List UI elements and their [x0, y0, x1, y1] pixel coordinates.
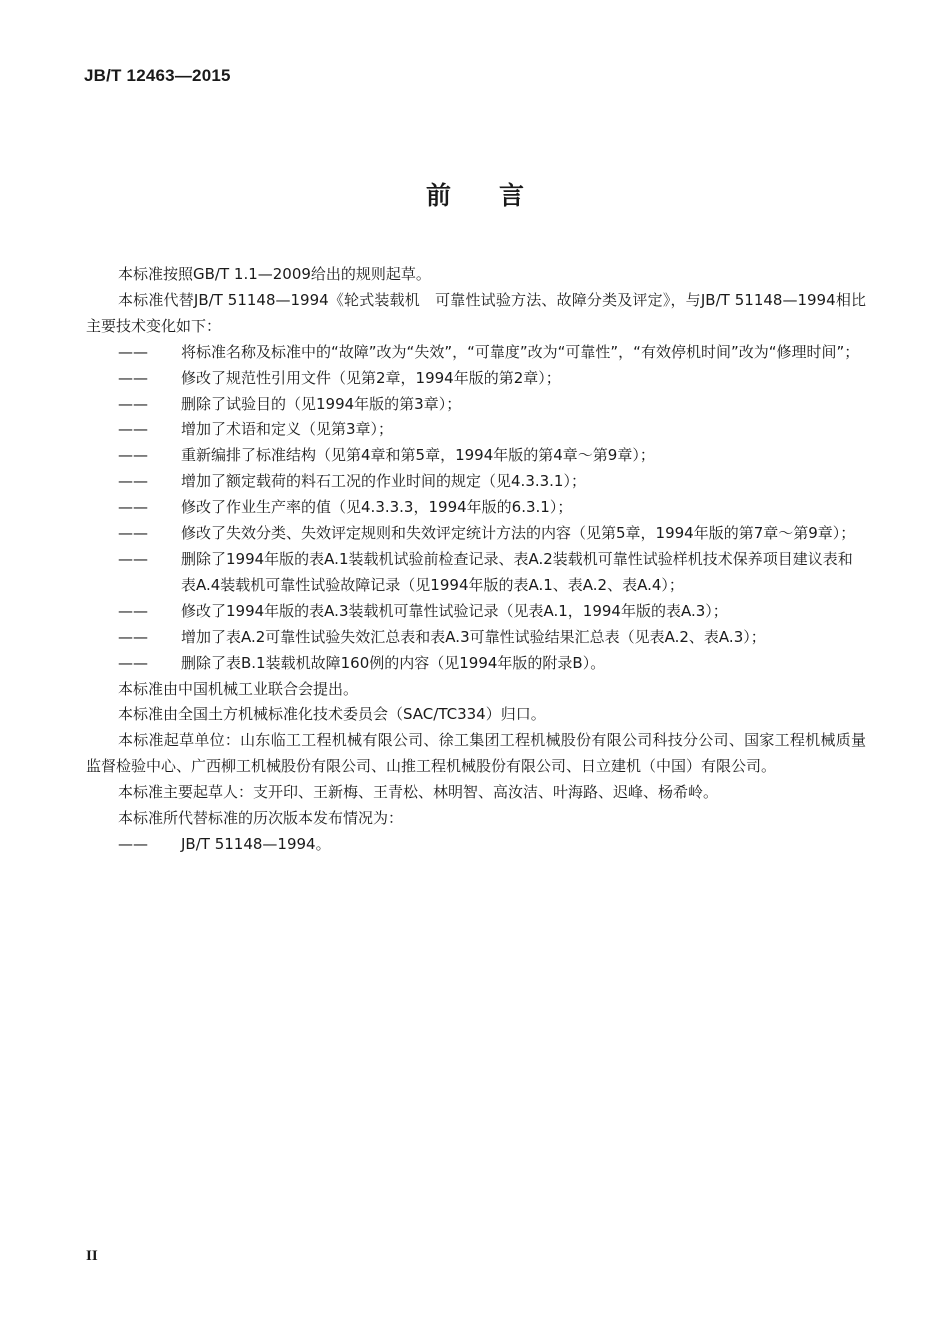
list-item-text: 增加了表A.2可靠性试验失效汇总表和表A.3可靠性试验结果汇总表（见表A.2、表A.3）；: [181, 627, 766, 646]
change-list-item: [118, 392, 866, 418]
change-list-item: [118, 495, 866, 521]
list-dash: ——: [118, 498, 148, 517]
list-item-text: 增加了额定载荷的料石工况的作业时间的规定（见4.3.3.1）；: [181, 472, 586, 491]
change-list-item: [118, 832, 866, 858]
list-item-text: 删除了表B.1装载机故障160例的内容（见1994年版的附录B）。: [181, 653, 606, 672]
list-item-text: 修改了规范性引用文件（见第2章，1994年版的第2章）；: [181, 368, 561, 387]
list-dash: ——: [118, 420, 148, 439]
list-item-text: 修改了作业生产率的值（见4.3.3.3，1994年版的6.3.1）；: [181, 498, 573, 517]
paragraph: 本标准起草单位：山东临工工程机械有限公司、徐工集团工程机械股份有限公司科技分公司、国家工程机械质量监督检验中心、广西柳工机械股份有限公司、山推工程机械股份有限公司、日立建机（中国）有限公司。: [86, 731, 866, 776]
change-list-item: [118, 469, 866, 495]
change-list-item: [118, 599, 866, 625]
list-item-text: 修改了失效分类、失效评定规则和失效评定统计方法的内容（见第5章，1994年版的第7章～第9章）；: [181, 524, 856, 543]
list-dash: ——: [118, 394, 148, 413]
title-char-1: 前: [425, 181, 451, 210]
list-dash: ——: [118, 524, 148, 543]
list-item-text: 增加了术语和定义（见第3章）；: [181, 420, 394, 439]
list-dash: ——: [118, 834, 148, 853]
paragraph: 本标准由全国土方机械标准化技术委员会（SAC/TC334）归口。: [118, 705, 546, 724]
foreword-body: [86, 262, 866, 858]
page-title: [0, 176, 950, 212]
change-list-item: [118, 366, 866, 392]
change-list-item: [118, 521, 866, 547]
change-list-item: [118, 625, 866, 651]
list-item-text: 重新编排了标准结构（见第4章和第5章，1994年版的第4章～第9章）；: [181, 446, 655, 465]
change-list-item: [118, 443, 866, 469]
paragraph: 本标准主要起草人：支开印、王新梅、王青松、林明智、高汝洁、叶海路、迟峰、杨希岭。: [118, 783, 719, 802]
list-dash: ——: [118, 601, 148, 620]
change-list-item: [118, 651, 866, 677]
title-char-2: 言: [499, 181, 525, 210]
list-item-text: 删除了试验目的（见1994年版的第3章）；: [181, 394, 462, 413]
list-dash: ——: [118, 368, 148, 387]
change-list-item: [118, 340, 866, 366]
paragraph: 本标准由中国机械工业联合会提出。: [118, 679, 359, 698]
list-dash: ——: [118, 342, 148, 361]
list-dash: ——: [118, 627, 148, 646]
list-dash: ——: [118, 446, 148, 465]
list-dash: ——: [118, 472, 148, 491]
paragraph: 本标准代替JB/T 51148—1994《轮式装载机 可靠性试验方法、故障分类及评定》，与JB/T 51148—1994相比主要技术变化如下：: [86, 290, 866, 335]
change-list-item: [118, 417, 866, 443]
list-item-text: 删除了1994年版的表A.1装载机试验前检查记录、表A.2装载机可靠性试验样机技术保养项目建议表和表A.4装载机可靠性试验故障记录（见1994年版的表A.1、表A.2、表A.4）；: [181, 549, 853, 594]
list-item-text: JB/T 51148—1994。: [181, 834, 331, 853]
paragraph: 本标准所代替标准的历次版本发布情况为：: [118, 809, 404, 828]
list-item-text: 将标准名称及标准中的“故障”改为“失效”，“可靠度”改为“可靠性”，“有效停机时间”改为“修理时间”；: [181, 342, 860, 361]
paragraph: 本标准按照GB/T 1.1—2009给出的规则起草。: [118, 265, 431, 283]
document-id-header: JB/T 12463—2015: [84, 66, 231, 85]
list-dash: ——: [118, 549, 148, 568]
change-list-item: [118, 547, 866, 599]
list-dash: ——: [118, 653, 148, 672]
list-item-text: 修改了1994年版的表A.3装载机可靠性试验记录（见表A.1，1994年版的表A.3）；: [181, 601, 728, 620]
page-number: II: [86, 1248, 98, 1264]
